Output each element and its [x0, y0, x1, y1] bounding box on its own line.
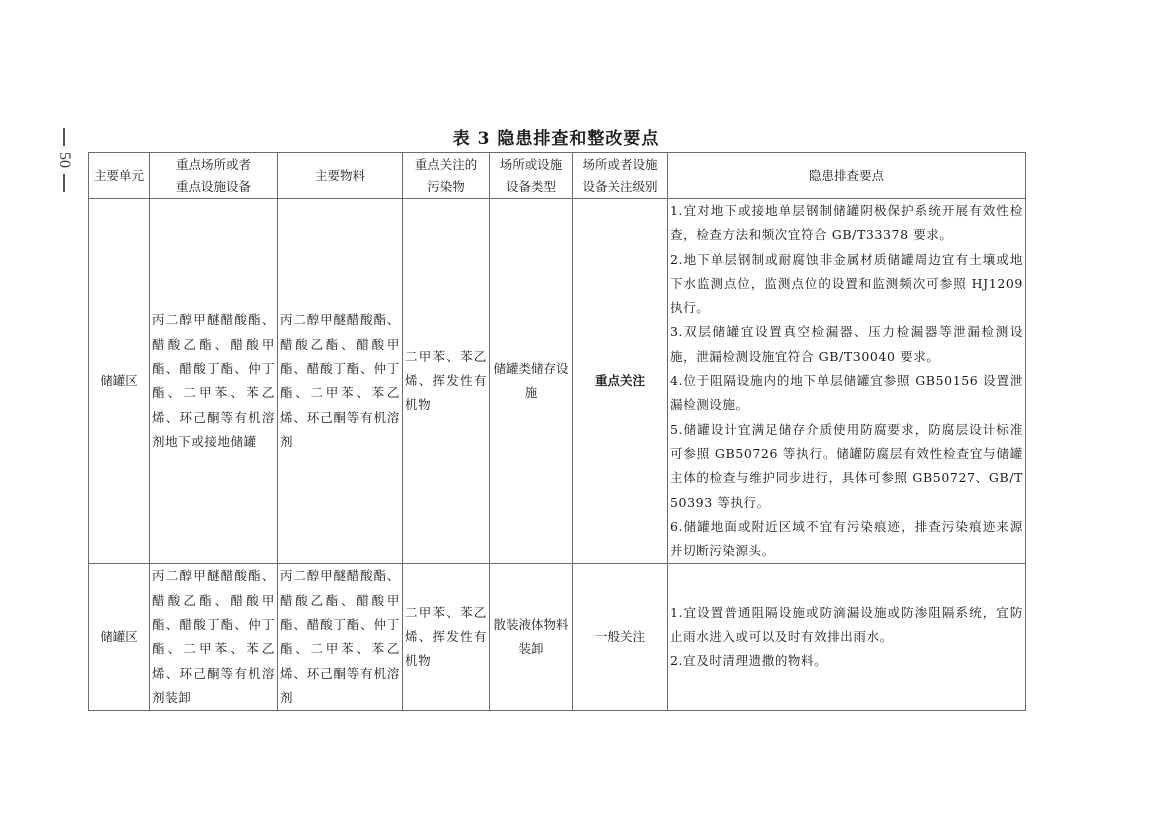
cell-inspection-points: [668, 199, 1026, 564]
header-main-unit: [89, 153, 150, 199]
table-row: [89, 199, 1026, 564]
header-key-pollutants-line1: 重点关注的: [414, 156, 478, 172]
cell-facility-type: 储罐类储存设施: [490, 199, 573, 564]
header-attention-level: [573, 153, 668, 199]
page-number-text: 50: [56, 152, 73, 168]
cell-main-unit: 储罐区: [89, 564, 150, 711]
requirement-item: 1.宜对地下或接地单层钢制储罐阴极保护系统开展有效性检查，检查方法和频次宜符合 GB/T33378 要求。: [670, 203, 1023, 243]
cell-key-facility: 丙二醇甲醚醋酸酯、醋酸乙酯、醋酸甲酯、醋酸丁酯、仲丁酯、二甲苯、苯乙烯、环己酮等有机溶剂地下或接地储罐: [150, 199, 278, 564]
cell-key-facility: 丙二醇甲醚醋酸酯、醋酸乙酯、醋酸甲酯、醋酸丁酯、仲丁酯、二甲苯、苯乙烯、环己酮等有机溶剂装卸: [150, 564, 278, 711]
table-header-row: [89, 153, 1026, 199]
header-facility-type: [490, 153, 573, 199]
header-main-unit-text: 主要单元: [93, 167, 144, 183]
header-inspection-points: [668, 153, 1026, 199]
cell-main-unit: 储罐区: [89, 199, 150, 564]
requirement-item: 1.宜设置普通阻隔设施或防滴漏设施或防渗阻隔系统，宜防止雨水进入或可以及时有效排出雨水。: [670, 604, 1023, 645]
cell-attention-level: 重点关注: [573, 199, 668, 564]
requirement-item: 5.储罐设计宜满足储存介质使用防腐要求，防腐层设计标准可参照 GB50726 等执行。储罐防腐层有效性检查宜与储罐主体的检查与维护同步进行，具体可参照 GB50727、GB/T 50393 等执行。: [670, 421, 1023, 510]
header-main-materials-text: 主要物料: [314, 167, 365, 183]
requirement-item: 6.储罐地面或附近区域不宜有污染痕迹，排查污染痕迹来源并切断污染源头。: [670, 518, 1023, 559]
page-number-dash-bottom: [63, 174, 65, 192]
cell-attention-level: 一般关注: [573, 564, 668, 711]
cell-main-materials: 丙二醇甲醚醋酸酯、醋酸乙酯、醋酸甲酯、醋酸丁酯、仲丁酯、二甲苯、苯乙烯、环己酮等有机溶剂: [278, 199, 403, 564]
header-facility-type-line2: 设备类型: [505, 178, 556, 194]
header-main-materials: [278, 153, 403, 199]
cell-facility-type: 散装液体物料装卸: [490, 564, 573, 711]
cell-main-materials: 丙二醇甲醚醋酸酯、醋酸乙酯、醋酸甲酯、醋酸丁酯、仲丁酯、二甲苯、苯乙烯、环己酮等有机溶剂: [278, 564, 403, 711]
cell-key-pollutants: 二甲苯、苯乙烯、挥发性有机物: [403, 564, 490, 711]
table-row: [89, 564, 1026, 711]
header-attention-level-line2: 设备关注级别: [582, 178, 658, 194]
requirement-item: 3.双层储罐宜设置真空检漏器、压力检漏器等泄漏检测设施，泄漏检测设施宜符合 GB/T30040 要求。: [670, 324, 1023, 364]
header-key-facility: [150, 153, 278, 199]
cell-key-pollutants: 二甲苯、苯乙烯、挥发性有机物: [403, 199, 490, 564]
header-key-pollutants: [403, 153, 490, 199]
requirement-item: 2.地下单层钢制或耐腐蚀非金属材质储罐周边宜有土壤或地下水监测点位，监测点位的设置和监测频次可参照 HJ1209 执行。: [670, 251, 1023, 316]
table-title: 表 3 隐患排查和整改要点: [452, 129, 660, 149]
header-attention-level-line1: 场所或者设施: [582, 156, 658, 172]
hazard-inspection-table: [88, 152, 1026, 711]
header-key-facility-line1: 重点场所或者: [175, 156, 251, 172]
header-inspection-points-text: 隐患排查要点: [808, 167, 884, 183]
header-key-facility-line2: 重点设施设备: [175, 178, 251, 194]
requirement-item: 4.位于阻隔设施内的地下单层储罐宜参照 GB50156 设置泄漏检测设施。: [670, 373, 1023, 413]
header-key-pollutants-line2: 污染物: [427, 178, 465, 194]
requirement-item: 2.宜及时清理遗撒的物料。: [670, 653, 828, 669]
cell-inspection-points: [668, 564, 1026, 711]
header-facility-type-line1: 场所或设施: [499, 156, 563, 172]
